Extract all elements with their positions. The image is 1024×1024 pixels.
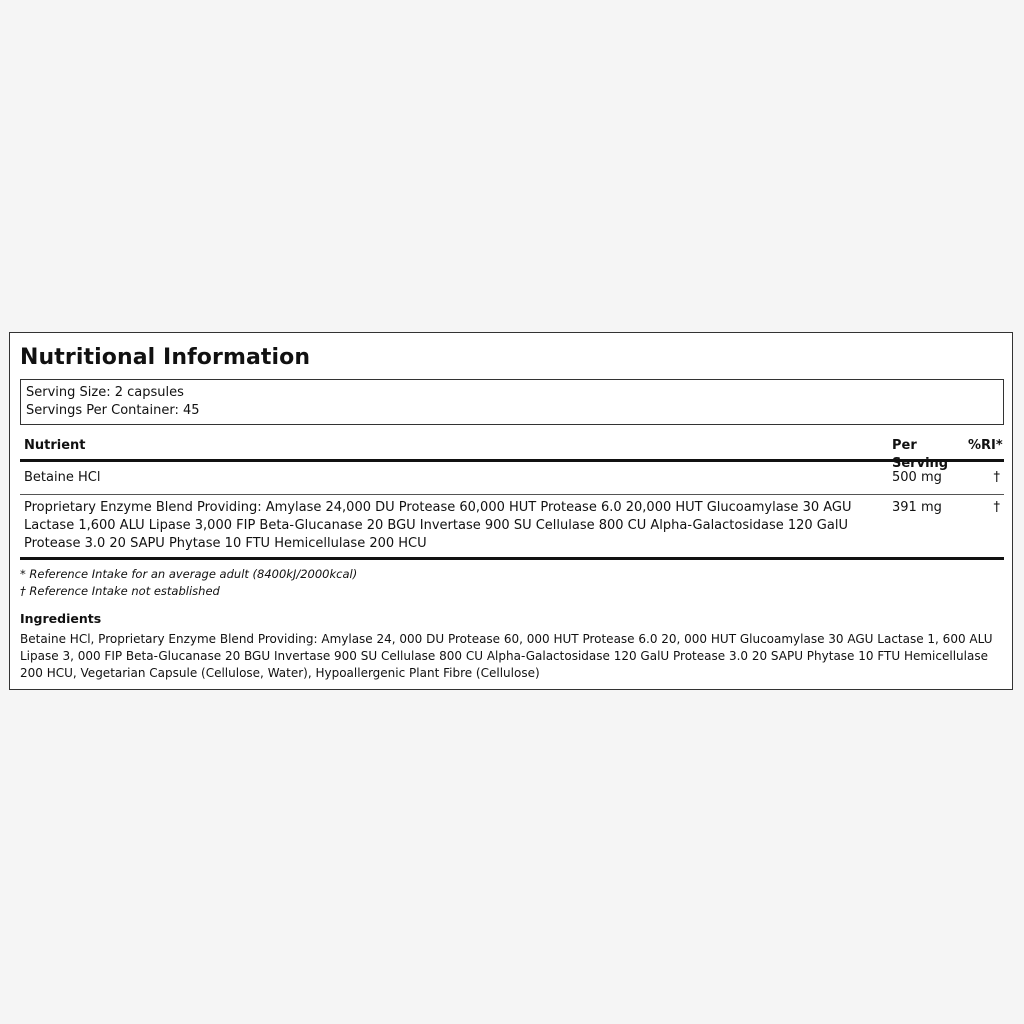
footnotes: [20, 566, 357, 600]
nutrient-amount: 391 mg: [892, 500, 942, 515]
nutrition-panel: [9, 332, 1013, 690]
nutrient-table: [20, 437, 1004, 560]
table-row: [20, 495, 1004, 560]
header-ri: %RI*: [968, 438, 1003, 453]
nutrient-name: Betaine HCl: [24, 470, 101, 485]
serving-size: Serving Size: 2 capsules: [26, 385, 184, 400]
ingredients-text: Betaine HCl, Proprietary Enzyme Blend Providing: Amylase 24, 000 DU Protease 60, 000 HUT Protease 6.0 20, 000 HUT Glucoamylase 30 AGU Lactase 1, 600 ALU Lipase 3, 000 FIP Beta-Glucanase 20 BGU Invertase 900 SU Cellulase 800 CU Alpha-Galactosidase 120 GalU Protease 3.0 20 SAPU Phytase 10 FTU Hemicellulase 200 HCU, Vegetarian Capsule (Cellulose, Water), Hypoallergenic Plant Fibre (Cellulose): [20, 632, 993, 680]
page-title: Nutritional Information: [20, 345, 311, 370]
footnote-reference-intake: * Reference Intake for an average adult (8400kJ/2000kcal): [20, 567, 358, 581]
table-header-row: [20, 437, 1004, 471]
header-per-serving: Per Serving: [892, 438, 949, 471]
nutrient-ri: †: [993, 500, 1000, 515]
nutrient-name: Proprietary Enzyme Blend Providing: Amylase 24,000 DU Protease 60,000 HUT Protease 6.0 20,000 HUT Glucoamylase 30 AGU Lactase 1,600 ALU Lipase 3,000 FIP Beta-Glucanase 20 BGU Invertase 900 SU Cellulase 800 CU Alpha-Galactosidase 120 GalU Protease 3.0 20 SAPU Phytase 10 FTU Hemicellulase 200 HCU: [24, 500, 852, 551]
serving-info-box: [20, 379, 1004, 425]
ingredients-heading: Ingredients: [20, 611, 102, 626]
table-row: [20, 462, 1004, 495]
header-nutrient: Nutrient: [24, 438, 86, 453]
nutrient-amount: 500 mg: [892, 470, 942, 485]
nutrient-ri: †: [993, 470, 1000, 485]
servings-per-container: Servings Per Container: 45: [26, 402, 200, 418]
footnote-not-established: † Reference Intake not established: [20, 584, 220, 598]
